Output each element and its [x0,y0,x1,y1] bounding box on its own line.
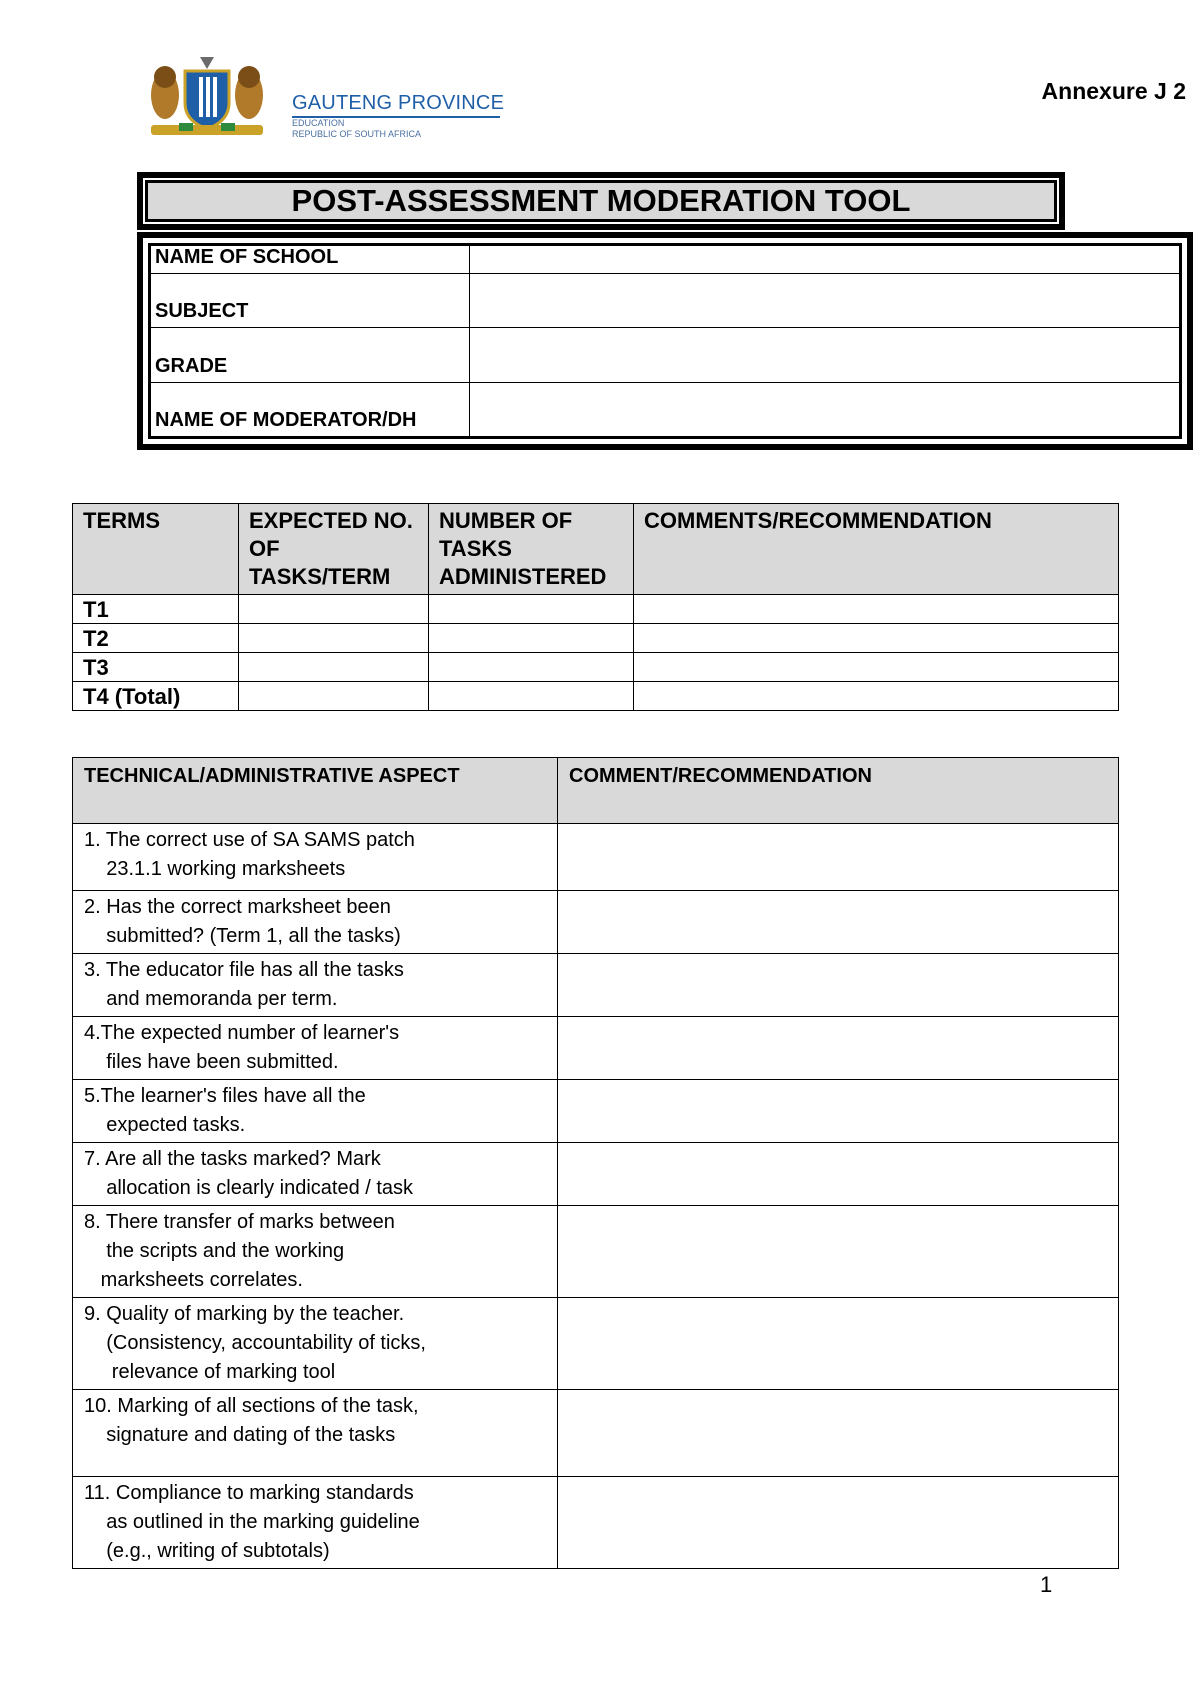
term-comments-cell[interactable] [634,653,1119,682]
aspects-table [72,757,1119,1569]
aspect-text: 5.The learner's files have all the expected tasks. [73,1080,558,1143]
terms-header-terms: TERMS [73,504,239,595]
term-administered-cell[interactable] [429,653,634,682]
aspect-text: 2. Has the correct marksheet been submitted? (Term 1, all the tasks) [73,891,558,954]
info-row-moderator [151,382,1179,436]
info-value-school[interactable] [470,246,1180,274]
term-expected-cell[interactable] [239,653,429,682]
terms-header-expected: EXPECTED NO. OF TASKS/TERM [239,504,429,595]
info-row-school [151,246,1179,274]
aspect-comment-cell[interactable] [558,1080,1119,1143]
aspect-comment-cell[interactable] [558,1143,1119,1206]
annexure-label: Annexure J 2 [1041,78,1186,104]
term-label: T3 [73,653,239,682]
aspect-comment-cell[interactable] [558,1477,1119,1569]
terms-row [73,624,1119,653]
aspect-row [73,1477,1119,1569]
aspects-header-aspect: TECHNICAL/ADMINISTRATIVE ASPECT [73,758,558,824]
aspect-comment-cell[interactable] [558,1298,1119,1390]
term-administered-cell[interactable] [429,595,634,624]
aspect-text: 1. The correct use of SA SAMS patch 23.1.1 working marksheets [73,824,558,891]
info-label-subject: SUBJECT [151,274,470,328]
logo-text [292,92,504,140]
aspect-row [73,1298,1119,1390]
term-expected-cell[interactable] [239,624,429,653]
term-expected-cell[interactable] [239,595,429,624]
aspect-text: 4.The expected number of learner's files have been submitted. [73,1017,558,1080]
terms-header-row [73,504,1119,595]
title-box [137,172,1065,230]
term-comments-cell[interactable] [634,624,1119,653]
aspect-row [73,1206,1119,1298]
aspect-text: 3. The educator file has all the tasks and memoranda per term. [73,954,558,1017]
aspect-text: 7. Are all the tasks marked? Mark allocation is clearly indicated / task [73,1143,558,1206]
info-table [151,246,1179,436]
term-label: T4 (Total) [73,682,239,711]
terms-header-comments: COMMENTS/RECOMMENDATION [634,504,1119,595]
aspect-comment-cell[interactable] [558,824,1119,891]
terms-row [73,595,1119,624]
aspect-comment-cell[interactable] [558,1206,1119,1298]
aspect-comment-cell[interactable] [558,1390,1119,1477]
terms-row [73,653,1119,682]
logo-title: GAUTENG PROVINCE [292,92,505,114]
term-administered-cell[interactable] [429,682,634,711]
info-label-grade: GRADE [151,328,470,382]
terms-row [73,682,1119,711]
aspect-text: 9. Quality of marking by the teacher. (Consistency, accountability of ticks, relevance of marking tool [73,1298,558,1390]
info-box [137,232,1193,450]
logo-country: REPUBLIC OF SOUTH AFRICA [292,129,422,139]
aspect-row [73,824,1119,891]
info-value-moderator[interactable] [470,382,1180,436]
aspect-row [73,1017,1119,1080]
info-value-grade[interactable] [470,328,1180,382]
info-label-moderator: NAME OF MODERATOR/DH [151,382,470,436]
aspects-header-comment: COMMENT/RECOMMENDATION [558,758,1119,824]
aspect-text: 10. Marking of all sections of the task, signature and dating of the tasks [73,1390,558,1477]
aspects-header-row [73,758,1119,824]
terms-table [72,503,1119,711]
aspect-text: 8. There transfer of marks between the scripts and the working marksheets correlates. [73,1206,558,1298]
page-number: 1 [1040,1572,1053,1597]
term-label: T2 [73,624,239,653]
term-comments-cell[interactable] [634,595,1119,624]
term-label: T1 [73,595,239,624]
info-label-school: NAME OF SCHOOL [151,246,470,274]
aspect-row [73,891,1119,954]
aspect-comment-cell[interactable] [558,1017,1119,1080]
aspect-row [73,1390,1119,1477]
info-value-subject[interactable] [470,274,1180,328]
term-comments-cell[interactable] [634,682,1119,711]
aspect-row [73,1080,1119,1143]
aspect-comment-cell[interactable] [558,891,1119,954]
aspect-row [73,954,1119,1017]
term-expected-cell[interactable] [239,682,429,711]
aspect-row [73,1143,1119,1206]
aspect-comment-cell[interactable] [558,954,1119,1017]
aspect-text: 11. Compliance to marking standards as outlined in the marking guideline (e.g., writing of subtotals) [73,1477,558,1569]
info-row-grade [151,328,1179,382]
logo-subtitle: EDUCATION [292,118,345,128]
document-title: POST-ASSESSMENT MODERATION TOOL [145,180,1057,222]
terms-header-administered: NUMBER OF TASKS ADMINISTERED [429,504,634,595]
info-row-subject [151,274,1179,328]
term-administered-cell[interactable] [429,624,634,653]
